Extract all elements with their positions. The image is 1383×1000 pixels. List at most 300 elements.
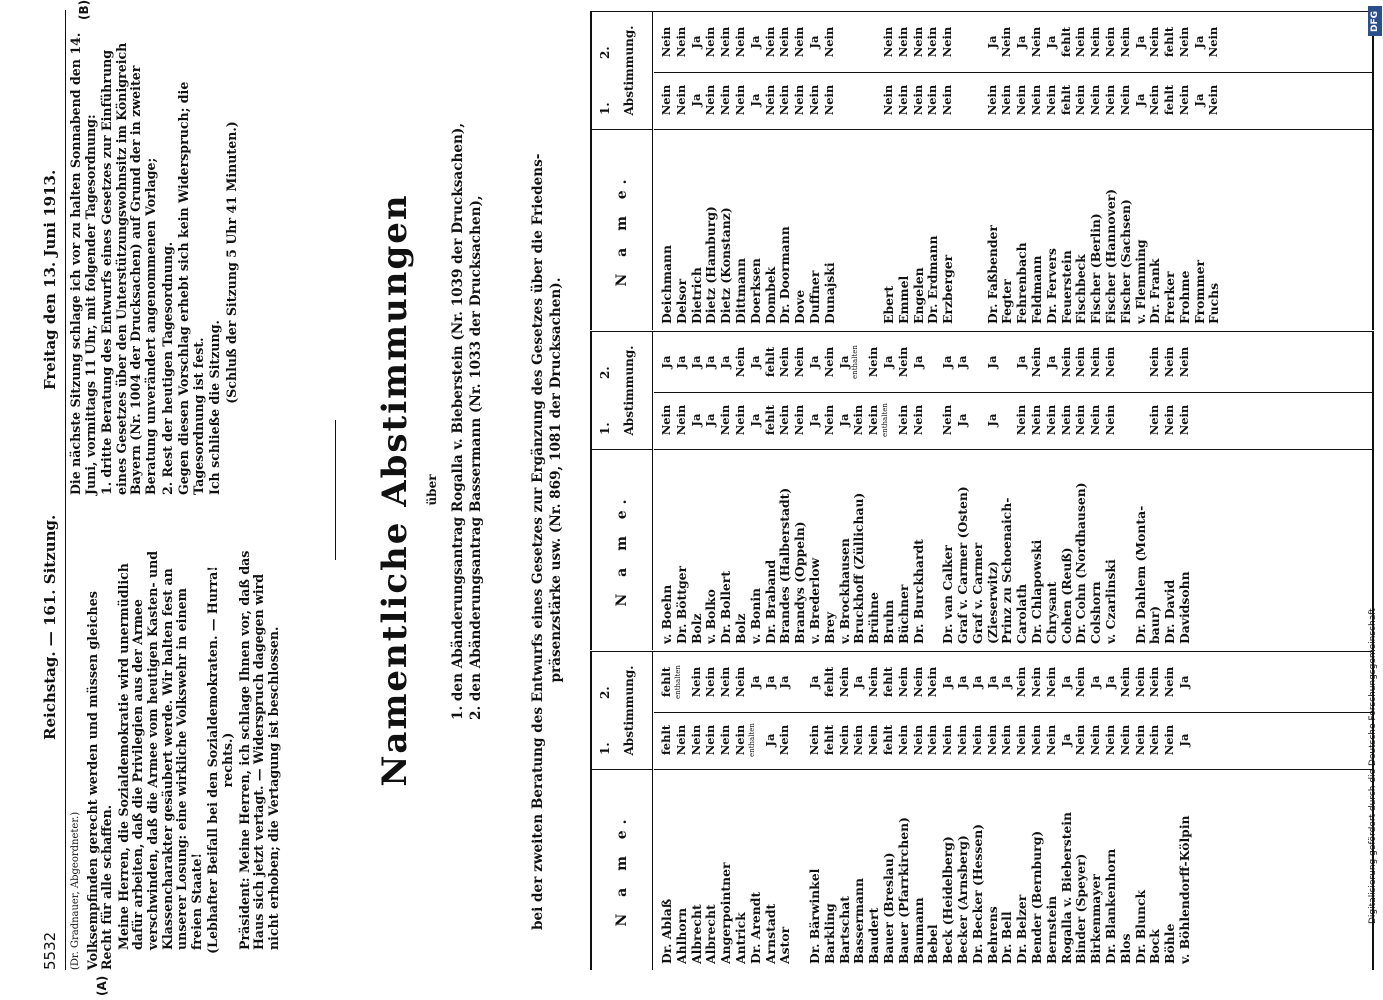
- vote-1-cell: Nein: [673, 404, 688, 436]
- table-row: [1014, 332, 1029, 650]
- vote-2-cell: Ja: [673, 355, 688, 369]
- member-name: Fuchs: [1206, 282, 1222, 324]
- table-row: [822, 652, 837, 970]
- member-name: Dittmann: [732, 257, 748, 324]
- member-name: Dr. Faßbender: [984, 225, 1000, 324]
- member-name: Dietz (Konstanz): [718, 207, 734, 324]
- vote-2-cell: Ja: [851, 675, 866, 689]
- vote-1-cell: Nein: [792, 84, 807, 116]
- vote-1-cell: Nein: [1088, 404, 1103, 436]
- vote-1-cell: Nein: [999, 724, 1014, 756]
- vote-2-cell: Nein: [1147, 346, 1162, 378]
- member-name: Emmel: [895, 275, 911, 324]
- table-body: [653, 12, 1221, 330]
- vote-2-cell: Nein: [1088, 346, 1103, 378]
- context-line-2: präsenzstärke usw. (Nr. 869, 1081 der Drucksachen).: [547, 277, 564, 683]
- vote-2-cell: Nein: [1176, 26, 1191, 58]
- table-row: [940, 332, 955, 650]
- vote-1-cell: Nein: [851, 404, 866, 436]
- table-row: [733, 652, 748, 970]
- member-name: Dietz (Hamburg): [703, 206, 719, 324]
- header-session: Reichstag. — 161. Sitzung.: [41, 514, 59, 740]
- vote-2-cell: Ja: [747, 355, 762, 369]
- vote-1-cell: Nein: [1117, 84, 1132, 116]
- member-name: baur): [1147, 605, 1163, 644]
- vote-1-cell: Nein: [659, 84, 673, 116]
- vote-2-cell: Nein: [762, 26, 777, 58]
- member-name: Dr. David: [1162, 579, 1178, 644]
- member-name: Frommer: [1191, 259, 1207, 324]
- table-row: [999, 332, 1014, 650]
- member-name: Baudert: [866, 907, 882, 964]
- vote-2-cell: Nein: [792, 346, 807, 378]
- vote-2-cell: enthalten: [851, 345, 860, 379]
- table-row: [851, 652, 866, 970]
- vote-1-cell: Nein: [1043, 724, 1058, 756]
- table-row: [674, 652, 689, 970]
- vote-1-cell: fehlt: [1162, 84, 1177, 116]
- vote-2-cell: Ja: [747, 675, 762, 689]
- vote-2-cell: Nein: [1043, 666, 1058, 698]
- member-name: Dunajski: [821, 262, 837, 324]
- table-row: [925, 652, 940, 970]
- vote-1-cell: Nein: [866, 724, 881, 756]
- vote-1-cell: Ja: [1191, 93, 1206, 107]
- vote-1-cell: Ja: [836, 413, 851, 427]
- member-name: Becker (Arnsberg): [954, 835, 970, 964]
- vote-1-cell: Nein: [703, 84, 718, 116]
- context-line-1: bei der zweiten Beratung des Entwurfs eines Gesetzes zur Ergänzung des Gesetzes über die Friedens-: [530, 153, 546, 930]
- vote-1-cell: Nein: [880, 84, 895, 116]
- vote-1-cell: Nein: [1206, 84, 1221, 116]
- table-row: [1014, 12, 1029, 330]
- table-row: [689, 652, 704, 970]
- table-row: [985, 652, 1000, 970]
- vote-2-cell: Nein: [836, 666, 851, 698]
- vote-2-cell: Ja: [880, 355, 895, 369]
- member-name: Feuerstein: [1058, 250, 1074, 324]
- vote-1-cell: Nein: [1058, 404, 1073, 436]
- table-row: [763, 652, 778, 970]
- vote-1-cell: fehlt: [1058, 84, 1073, 116]
- member-name: Antrick: [732, 912, 748, 964]
- session-end-note: (Schluß der Sitzung 5 Uhr 41 Minuten.): [223, 121, 239, 404]
- vote-1-cell: Nein: [732, 84, 747, 116]
- table-row: [866, 332, 881, 650]
- vote-2-cell: Nein: [999, 26, 1014, 58]
- table-row: [881, 332, 896, 650]
- vote-2-cell: Nein: [940, 26, 955, 58]
- member-name: Albrecht: [688, 904, 704, 964]
- vote-2-cell: Nein: [1117, 26, 1132, 58]
- member-name: Ahlhorn: [673, 907, 689, 964]
- member-name: Bruckhoff (Züllichau): [851, 492, 867, 644]
- vote-2-cell: enthalten: [673, 665, 682, 699]
- table-row: [955, 652, 970, 970]
- member-name: Dr. Cohn (Nordhausen): [1073, 482, 1089, 644]
- applause-note: (Lebhafter Beifall bei den Sozialdemokraten. — Hurra! rechts.): [205, 566, 235, 954]
- table-row: [837, 652, 852, 970]
- member-name: Astor: [777, 926, 793, 964]
- vote-2-cell: Nein: [777, 26, 792, 58]
- table-row: [1177, 332, 1192, 650]
- table-row: [1162, 12, 1177, 330]
- member-name: Fischer (Hannover): [1102, 188, 1118, 324]
- vote-1-cell: Nein: [1028, 84, 1043, 116]
- table-row: [851, 332, 866, 650]
- vote-1-cell: Nein: [1073, 404, 1088, 436]
- member-name: Dr. Frank: [1147, 258, 1163, 324]
- vote-2-cell: Ja: [688, 35, 703, 49]
- vote-1-cell: Nein: [895, 724, 910, 756]
- member-name: Erzberger: [940, 254, 956, 324]
- member-name: Doerksen: [747, 258, 763, 324]
- table-row: [866, 12, 881, 330]
- vote-2-cell: Nein: [925, 666, 940, 698]
- member-name: Barkling: [821, 903, 837, 964]
- vote-1-cell: Nein: [762, 84, 777, 116]
- table-row: [896, 652, 911, 970]
- vote-1-cell: Nein: [1162, 404, 1177, 436]
- vote-table-3: [590, 11, 1374, 330]
- vote-1-cell: Nein: [940, 724, 955, 756]
- vote-1-cell: Nein: [1028, 724, 1043, 756]
- vote-1-cell: Nein: [1043, 84, 1058, 116]
- vote-1-header: 1.: [598, 102, 612, 115]
- member-name: Bolz: [688, 613, 704, 644]
- table-row: [985, 12, 1000, 330]
- vote-1-cell: Nein: [821, 84, 836, 116]
- table-row: [970, 652, 985, 970]
- member-name: Fischer (Berlin): [1088, 213, 1104, 324]
- vote-1-cell: Nein: [821, 404, 836, 436]
- member-name: Bartschat: [836, 895, 852, 964]
- member-name: Fegter: [999, 279, 1015, 324]
- table-row: [733, 332, 748, 650]
- member-name: Graf v. Carmer (Osten): [954, 486, 970, 644]
- member-name: Bruhn: [880, 599, 896, 644]
- vote-2-cell: Nein: [1073, 666, 1088, 698]
- member-name: Büchner: [895, 584, 911, 644]
- vote-1-cell: Nein: [1073, 84, 1088, 116]
- table-row: [940, 12, 955, 330]
- member-name: Fischer (Sachsen): [1117, 199, 1133, 324]
- vote-1-cell: Ja: [984, 413, 999, 427]
- vote-2-cell: Nein: [1073, 26, 1088, 58]
- table-row: [837, 12, 852, 330]
- vote-1-cell: Nein: [836, 724, 851, 756]
- member-name: Blos: [1117, 933, 1133, 964]
- table-row: [792, 12, 807, 330]
- table-row: [659, 12, 674, 330]
- table-row: [970, 12, 985, 330]
- vote-2-cell: Ja: [1132, 35, 1147, 49]
- member-name: Angerpointner: [718, 862, 734, 964]
- table-row: [1073, 12, 1088, 330]
- vote-2-cell: Ja: [762, 675, 777, 689]
- vote-2-cell: Nein: [866, 666, 881, 698]
- president-statement: [238, 550, 282, 970]
- table-row: [718, 652, 733, 970]
- member-name: Deichmann: [659, 244, 674, 324]
- member-name: Ebert: [880, 285, 896, 324]
- member-name: Fehrenbach: [1014, 242, 1030, 324]
- table-row: [718, 332, 733, 650]
- vote-1-cell: Nein: [1028, 404, 1043, 436]
- vote-2-header: 2.: [598, 686, 612, 699]
- vote-1-cell: Nein: [659, 404, 673, 436]
- member-name: v. Bolko: [703, 589, 719, 644]
- table-row: [1073, 332, 1088, 650]
- member-name: Dr. Fervers: [1043, 248, 1059, 324]
- paragraph: Meine Herren, die Sozialdemokratie wird unermüdlich dafür arbeiten, daß die Privilegien aus der Armee verschwinden, daß die Armee vom heutigen Kasten- und Klassencharakter gesäubert werde. Wir halten fest an unserer Losung: eine wirkliche Volkswehr in einem freien Staate!: [115, 550, 204, 950]
- member-name: Dr. Blunck: [1132, 889, 1148, 964]
- table-row: [1162, 332, 1177, 650]
- vote-2-cell: Nein: [1176, 346, 1191, 378]
- vote-2-cell: Nein: [821, 26, 836, 58]
- vote-1-cell: Ja: [703, 413, 718, 427]
- vote-2-cell: Nein: [910, 26, 925, 58]
- vote-1-cell: Nein: [895, 404, 910, 436]
- vote-1-cell: Ja: [762, 733, 777, 747]
- vote-1-cell: Ja: [806, 413, 821, 427]
- table-row: [689, 332, 704, 650]
- vote-2-cell: Ja: [984, 355, 999, 369]
- table-row: [1147, 652, 1162, 970]
- vote-1-cell: Nein: [673, 84, 688, 116]
- vote-1-cell: Nein: [999, 84, 1014, 116]
- member-name: Dr. Braband: [762, 559, 778, 644]
- vote-1-cell: Nein: [1147, 724, 1162, 756]
- table-row: [955, 332, 970, 650]
- vote-1-cell: Nein: [703, 724, 718, 756]
- member-name: Dr. van Calker: [940, 545, 956, 644]
- vote-1-cell: fehlt: [762, 404, 777, 436]
- vote-1-cell: Nein: [969, 724, 984, 756]
- agenda-item: 2. Rest der heutigen Tagesordnung.: [159, 241, 175, 495]
- table-row: [763, 12, 778, 330]
- table-row: [1044, 12, 1059, 330]
- vote-2-cell: Nein: [718, 26, 733, 58]
- vote-2-cell: Ja: [806, 355, 821, 369]
- agenda-item: 1. dritte Beratung des Entwurfs eines Gesetzes zur Einführung eines Gesetzes über den Unterstützungswohnsitz im Königreich Bayern (Nr. 1004 der Drucksachen) auf Grund der in zweiter Beratung unverändert angenommenen Vorlage;: [99, 42, 158, 495]
- vote-2-cell: Nein: [1117, 666, 1132, 698]
- vote-1-header: 1.: [598, 742, 612, 755]
- member-name: Dr. Belzer: [1014, 894, 1030, 964]
- table-row: [1177, 652, 1192, 970]
- table-row: [955, 12, 970, 330]
- table-row: [896, 332, 911, 650]
- vote-2-cell: Ja: [984, 35, 999, 49]
- vote-1-cell: Ja: [747, 93, 762, 107]
- table-row: [807, 652, 822, 970]
- member-name: Dr. Bell: [999, 911, 1015, 964]
- member-name: v. Flemming: [1132, 239, 1148, 324]
- member-name: v. Bonin: [747, 587, 763, 644]
- name-column-header: N a m e.: [592, 769, 652, 970]
- table-row: [1073, 652, 1088, 970]
- member-name: Bolz: [732, 613, 748, 644]
- member-name: Bassermann: [851, 877, 867, 964]
- member-name: Bebel: [925, 924, 941, 964]
- vote-2-cell: Nein: [1147, 666, 1162, 698]
- context-line: [530, 30, 565, 930]
- table-row: [674, 12, 689, 330]
- vote-2-cell: Ja: [718, 355, 733, 369]
- vote-2-cell: Ja: [1088, 675, 1103, 689]
- vote-1-cell: Nein: [792, 404, 807, 436]
- table-body: [653, 332, 1192, 650]
- member-name: Bender (Bernburg): [1028, 830, 1044, 964]
- table-row: [733, 12, 748, 330]
- running-header: [39, 10, 66, 970]
- table-row: [970, 332, 985, 650]
- abstimmung-header: Abstimmung.: [622, 25, 636, 116]
- vote-1-cell: Nein: [895, 84, 910, 116]
- vote-1-cell: Nein: [673, 724, 688, 756]
- member-name: Brandys (Oppeln): [792, 521, 808, 644]
- table-row: [1133, 332, 1148, 650]
- table-row: [1118, 12, 1133, 330]
- vote-2-cell: Nein: [1028, 666, 1043, 698]
- table-row: [1029, 652, 1044, 970]
- table-row: [792, 652, 807, 970]
- vote-1-cell: Ja: [1058, 733, 1073, 747]
- vote-2-cell: Nein: [703, 26, 718, 58]
- member-name: Dove: [792, 289, 808, 324]
- member-name: Carolath: [1014, 583, 1030, 644]
- member-name: Böhle: [1162, 923, 1178, 964]
- table-row: [1088, 12, 1103, 330]
- vote-1-cell: Nein: [1102, 84, 1117, 116]
- table-row: [881, 652, 896, 970]
- member-name: Dr. Bollert: [718, 570, 734, 644]
- table-row: [837, 332, 852, 650]
- table-row: [1147, 332, 1162, 650]
- vote-1-cell: Nein: [954, 724, 969, 756]
- vote-2-cell: Nein: [1206, 26, 1221, 58]
- member-name: Dr. Doormann: [777, 226, 793, 324]
- speaker-label: Präsident:: [236, 877, 252, 950]
- member-name: Dr. Blankenhorn: [1102, 848, 1118, 964]
- vote-2-cell: Nein: [718, 666, 733, 698]
- vote-2-cell: Nein: [792, 26, 807, 58]
- left-text-column: [69, 550, 283, 970]
- header-date: Freitag den 13. Juni 1913.: [41, 169, 59, 390]
- table-row: [792, 332, 807, 650]
- table-row: [1133, 652, 1148, 970]
- table-row: [999, 652, 1014, 970]
- vote-1-cell: Nein: [1102, 404, 1117, 436]
- member-name: (Zieserwitz): [984, 561, 1000, 644]
- table-row: [911, 652, 926, 970]
- vote-2-cell: Nein: [895, 26, 910, 58]
- vote-2-cell: Nein: [777, 346, 792, 378]
- vote-1-cell: Nein: [1014, 84, 1029, 116]
- margin-marker-a: (A): [95, 975, 109, 996]
- vote-table-1: [590, 651, 1374, 970]
- vote-2-cell: Ja: [954, 355, 969, 369]
- member-name: Binder (Speyer): [1073, 853, 1089, 964]
- vote-2-cell: Nein: [673, 26, 688, 58]
- vote-1-cell: Nein: [940, 84, 955, 116]
- vote-2-cell: Nein: [821, 346, 836, 378]
- table-row: [748, 652, 763, 970]
- vote-2-cell: Nein: [1028, 346, 1043, 378]
- vote-2-cell: Ja: [836, 355, 851, 369]
- vote-1-cell: Nein: [910, 404, 925, 436]
- vote-1-cell: Nein: [806, 84, 821, 116]
- member-name: v. Brockhausen: [836, 538, 852, 644]
- table-row: [911, 332, 926, 650]
- vote-1-cell: Nein: [777, 84, 792, 116]
- member-name: Bauer (Pfarrkirchen): [895, 817, 911, 964]
- table-row: [999, 12, 1014, 330]
- table-row: [1103, 12, 1118, 330]
- member-name: Chrysant: [1043, 581, 1059, 644]
- table-header: [592, 332, 653, 650]
- vote-1-cell: Nein: [984, 724, 999, 756]
- table-row: [674, 332, 689, 650]
- member-name: Brandes (Halberstadt): [777, 487, 793, 644]
- vote-2-cell: Ja: [984, 675, 999, 689]
- table-row: [1133, 12, 1148, 330]
- vote-2-cell: Ja: [1014, 35, 1029, 49]
- member-name: v. Czarlinski: [1102, 559, 1118, 644]
- table-row: [1118, 652, 1133, 970]
- table-header: [592, 652, 653, 970]
- abstimmung-header: Abstimmung.: [622, 345, 636, 436]
- paragraph: Volksempfinden gerecht werden und müssen gleiches Recht für alle schaffen.: [84, 591, 115, 970]
- table-row: [748, 332, 763, 650]
- table-row: [763, 332, 778, 650]
- vote-2-cell: fehlt: [762, 346, 777, 378]
- vote-1-cell: Nein: [1102, 724, 1117, 756]
- vote-2-cell: Ja: [688, 355, 703, 369]
- vote-1-cell: Nein: [1043, 404, 1058, 436]
- vote-2-cell: Nein: [866, 346, 881, 378]
- president-text: Meine Herren, ich schlage Ihnen vor, daß das Haus sich jetzt vertagt. — Widerspruch dagegen wird nicht erhoben; die Vertagung ist beschlossen.: [236, 550, 281, 950]
- digitization-sidebar: [1368, 6, 1383, 996]
- vote-2-cell: Ja: [999, 675, 1014, 689]
- vote-1-cell: Ja: [747, 413, 762, 427]
- member-name: Bock: [1147, 929, 1163, 964]
- member-name: Dombek: [762, 266, 778, 324]
- table-row: [1103, 652, 1118, 970]
- page-number: 5532: [41, 931, 59, 970]
- table-row: [1014, 652, 1029, 970]
- member-name: Duffner: [806, 270, 822, 324]
- vote-2-cell: Ja: [1043, 355, 1058, 369]
- vote-2-cell: Nein: [925, 26, 940, 58]
- table-row: [1088, 652, 1103, 970]
- vote-2-cell: Nein: [1088, 26, 1103, 58]
- table-row: [777, 652, 792, 970]
- vote-1-cell: Nein: [777, 724, 792, 756]
- vote-2-cell: Ja: [806, 35, 821, 49]
- member-name: Prinz zu Schoenaich-: [999, 497, 1015, 644]
- table-row: [703, 652, 718, 970]
- member-name: Delsor: [673, 278, 689, 324]
- paragraph: Ich schließe die Sitzung.: [207, 320, 223, 495]
- member-name: v. Brederlow: [806, 557, 822, 644]
- vote-2-cell: Nein: [1102, 26, 1117, 58]
- member-name: Dietrich: [688, 267, 704, 324]
- table-row: [925, 332, 940, 650]
- vote-1-cell: fehlt: [821, 724, 836, 756]
- table-row: [703, 12, 718, 330]
- vote-1-cell: Ja: [954, 413, 969, 427]
